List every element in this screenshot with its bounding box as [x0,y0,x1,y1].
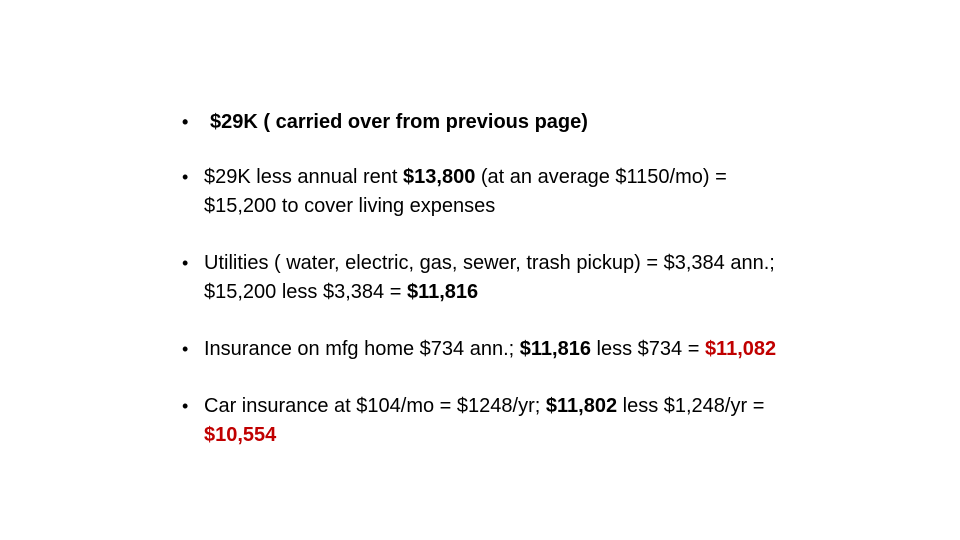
bullet-item-home-insurance [182,335,782,364]
bullet-item-rent [182,163,782,221]
bullet-text: Insurance on mfg home $734 ann.; [204,338,520,360]
car-insurance-start: $11,802 [545,395,618,417]
bullet-text: less $1,248/yr = [617,395,765,417]
bullet-item-utilities [182,249,782,307]
rent-amount: $13,800 [403,166,476,188]
bullet-text: less $734 = [590,338,705,360]
bullet-text: (at an average $1150/mo) = $15,200 to cover living expenses [204,166,727,217]
bullet-item-carried-over [182,108,782,137]
bullet-text: $29K less annual rent [204,166,404,188]
bullet-dot-icon: • [182,396,189,416]
car-insurance-result: $10,554 [204,424,277,446]
bullet-dot-icon: • [182,167,189,187]
bullet-dot-icon: • [182,112,189,132]
bullet-text: Car insurance at $104/mo = $1248/yr; [204,395,546,417]
bullet-dot-icon: • [182,339,189,359]
utilities-result: $11,816 [406,281,479,303]
bullet-dot-icon: • [182,253,189,273]
bullet-item-car-insurance [182,392,782,450]
bullet-text: $29K ( carried over from previous page) [210,111,588,133]
bullet-text: Utilities ( water, electric, gas, sewer, trash pickup) = $3,384 ann.; $15,200 less $3,384 = [204,252,775,303]
home-insurance-start: $11,816 [519,338,591,360]
bullet-list [182,108,782,478]
home-insurance-result: $11,082 [704,338,777,360]
